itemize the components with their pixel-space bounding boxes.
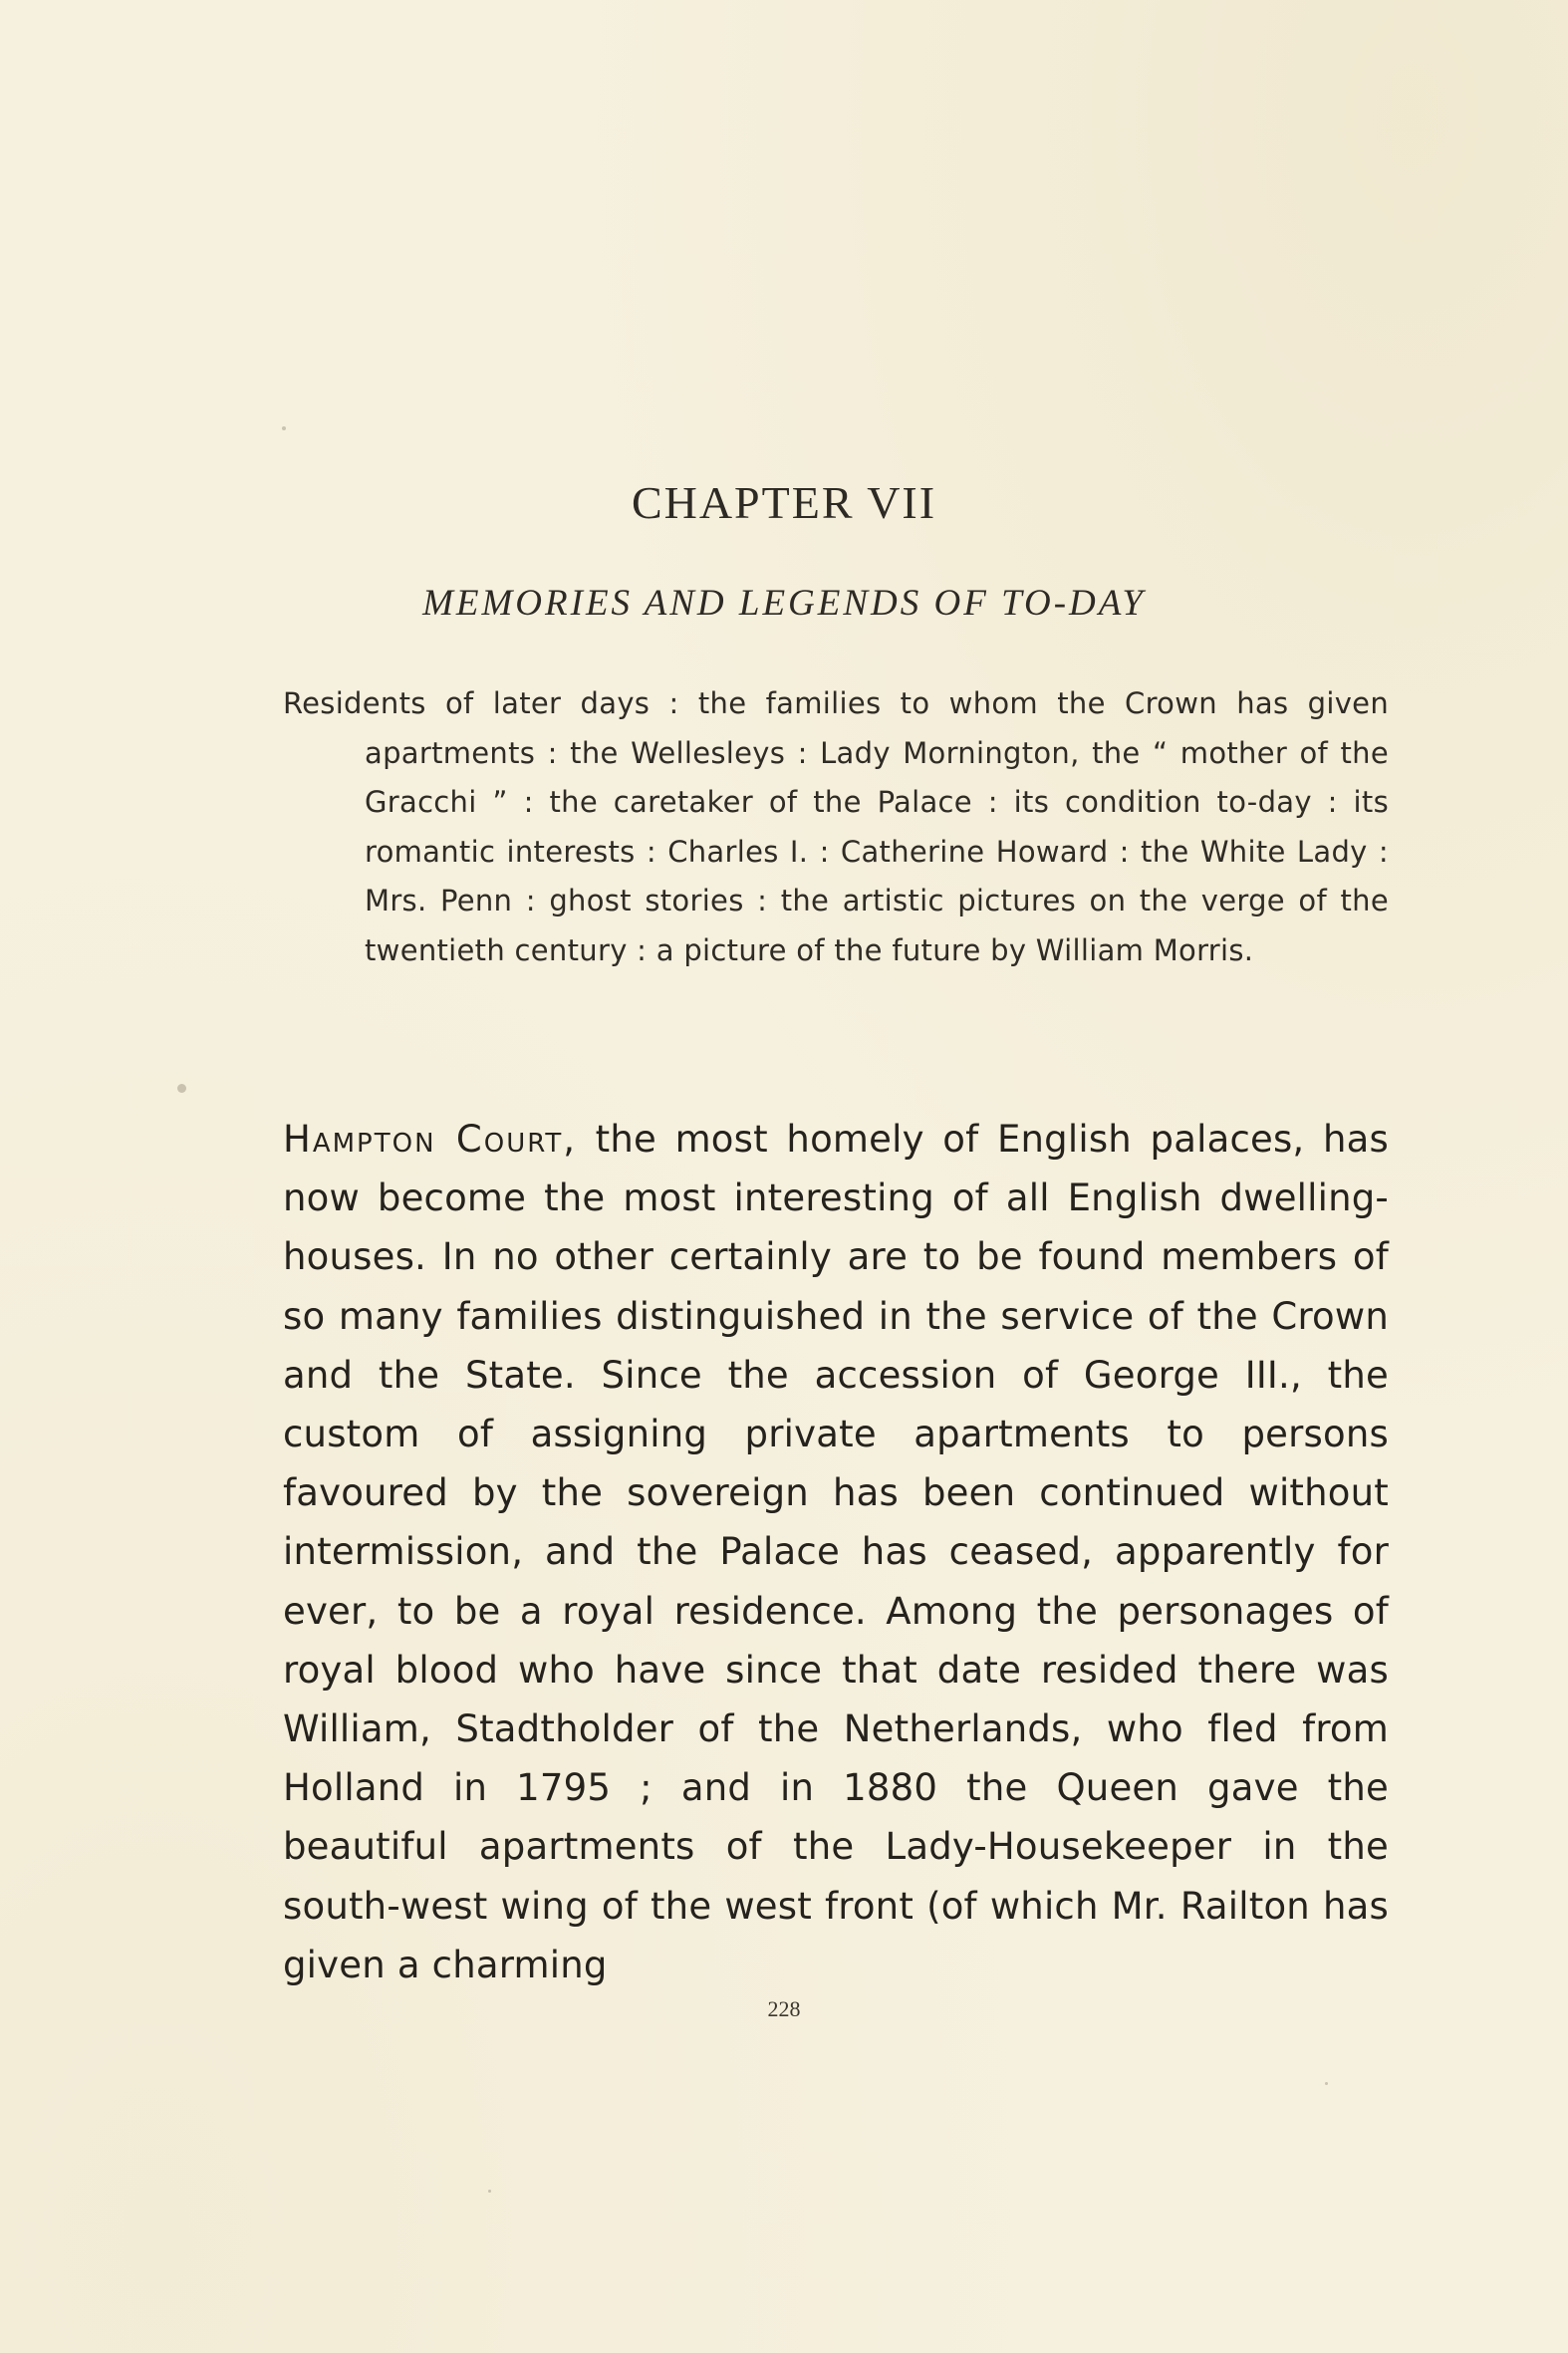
- paper-speck: [1325, 2082, 1328, 2085]
- paper-speck: [177, 1084, 186, 1093]
- chapter-title: MEMORIES AND LEGENDS OF TO-DAY: [422, 583, 1146, 624]
- chapter-heading: CHAPTER VII: [631, 477, 937, 528]
- chapter-synopsis: Residents of later days : the families to whom the Crown has given apartments : the Wellesleys : Lady Mornington, the “ mother of the Gracchi ” : the caretaker of the Palace : its condition to-day : its romantic interests : Charles I. : Catherine Howard : the White Lady : Mrs. Penn : ghost stories : the artistic pictures on the verge of the twentieth century : a picture of the future by William Morris.: [283, 686, 1389, 967]
- body-paragraph-text: the most homely of English palaces, has now become the most interesting of all English dwelling-houses. In no other certainly are to be found members of so many families distinguished in the service of the Crown and the State. Since the accession of George III., the custom of assigning private apartments to persons favoured by the sovereign has been continued without intermission, and the Palace has ceased, apparently for ever, to be a royal residence. Among the personages of royal blood who have since that date resided there was William, Stadtholder of the Netherlands, who fled from Holland in 1795 ; and in 1880 the Queen gave the beautiful apartments of the Lady-Housekeeper in the south-west wing of the west front (of which Mr. Railton has given a charming: [283, 1118, 1389, 1986]
- paper-speck: [282, 426, 286, 430]
- page-number: 228: [767, 1996, 801, 2021]
- paper-speck: [488, 2190, 491, 2193]
- body-paragraph: [283, 1110, 1389, 1994]
- lead-in-text: Hampton Court,: [283, 1118, 578, 1161]
